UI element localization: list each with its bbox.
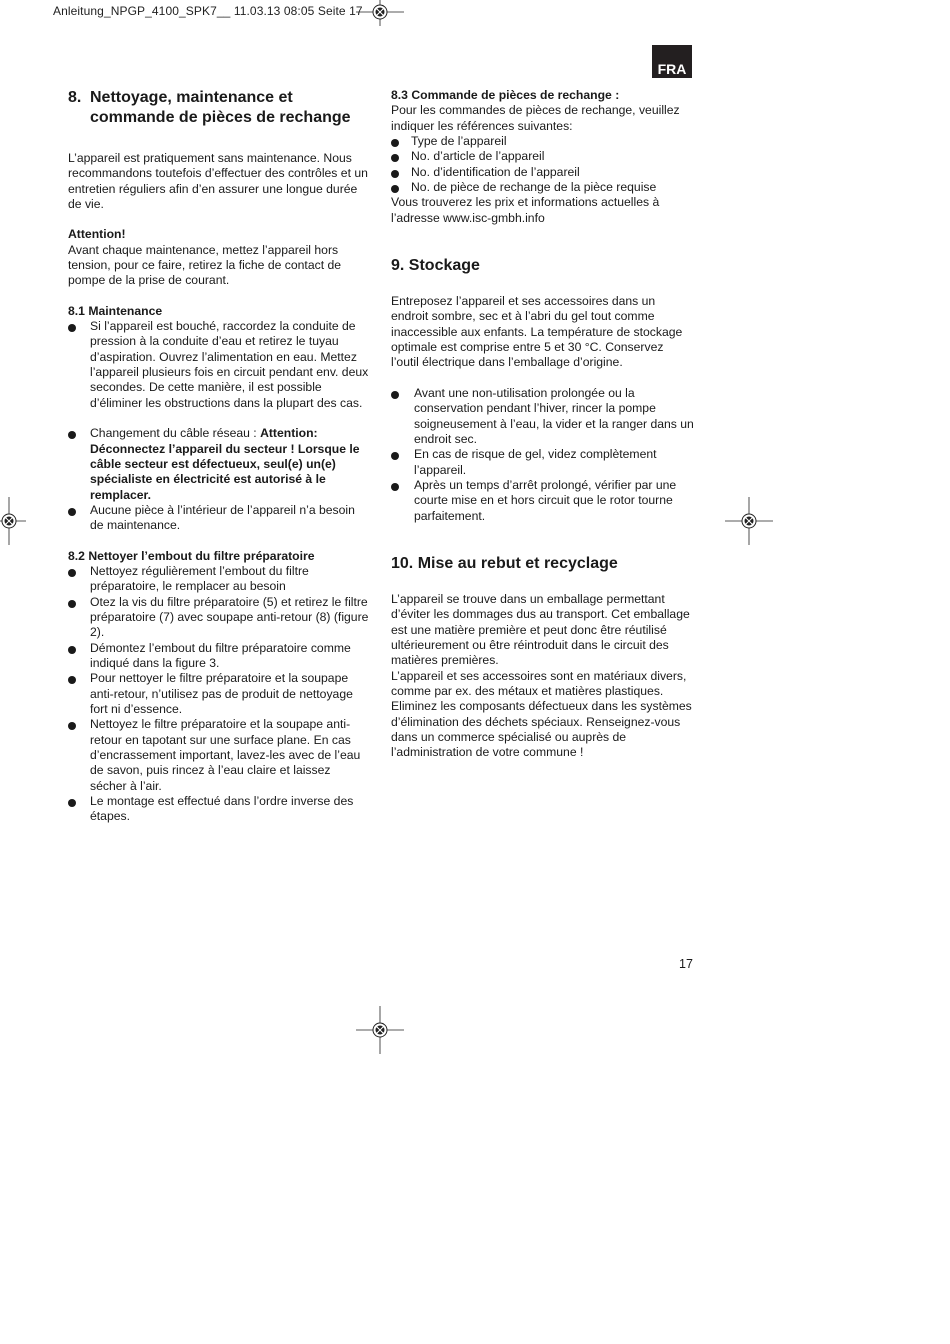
section-8-3-outro: Vous trouverez les prix et informations actuelles à l’adresse www.isc-gmbh.info	[391, 195, 660, 225]
bullet-icon	[68, 324, 76, 332]
list-item	[391, 134, 694, 149]
list-item	[68, 319, 370, 411]
list-item	[391, 478, 694, 524]
storage-list	[391, 386, 694, 524]
bullet-icon	[68, 600, 76, 608]
section-10-heading: 10. Mise au rebut et recyclage	[391, 554, 618, 572]
attention-text: Avant chaque maintenance, mettez l’appareil hors tension, pour ce faire, retirez la fiche de contact de pompe de la prise de courant.	[68, 242, 342, 288]
list-item-text: Démontez l’embout du filtre préparatoire comme indiqué dans la figure 3.	[90, 640, 351, 670]
bullet-icon	[391, 391, 399, 399]
list-item-text: Le montage est effectué dans l’ordre inverse des étapes.	[90, 794, 354, 824]
section-8-1-heading: 8.1 Maintenance	[68, 303, 163, 318]
list-item-text: Pour nettoyer le filtre préparatoire et la soupape anti-retour, n’utilisez pas de produit de nettoyage fort ni d’essence.	[90, 671, 353, 716]
right-column	[391, 88, 694, 761]
bullet-icon	[391, 452, 399, 460]
list-item	[68, 717, 370, 794]
registration-mark-top-icon	[356, 0, 404, 26]
bullet-icon	[68, 722, 76, 730]
bullet-icon	[391, 154, 399, 162]
spare-parts-list	[391, 134, 694, 195]
bullet-icon	[391, 483, 399, 491]
page-number: 17	[679, 957, 693, 971]
registration-mark-left-icon	[0, 497, 26, 545]
list-item	[391, 149, 694, 164]
section-8-2-heading: 8.2 Nettoyer l’embout du filtre préparatoire	[68, 548, 315, 563]
section-10-paragraph-2: L’appareil et ses accessoires sont en matériaux divers, comme par ex. des métaux et matières plastiques. Eliminez les composants défectueux dans les systèmes d’élimination des déchets spéciaux. Renseignez-vous dans un commerce spécialisé ou auprès de l’administration de votre commune !	[391, 668, 692, 760]
bullet-icon	[68, 569, 76, 577]
list-item-text: Otez la vis du filtre préparatoire (5) et retirez le filtre préparatoire (7) avec soupape anti-retour (8) (figure 2).	[90, 594, 369, 640]
registration-mark-right-icon	[725, 497, 773, 545]
list-item-text: Aucune pièce à l’intérieur de l’appareil n’a besoin de maintenance.	[90, 502, 355, 533]
list-item-text: No. de pièce de rechange de la pièce requise	[411, 180, 657, 195]
bullet-icon	[68, 431, 76, 439]
list-item	[68, 503, 370, 534]
section-8-3-heading: 8.3 Commande de pièces de rechange :	[391, 88, 620, 102]
list-item-text: Nettoyez régulièrement l’embout du filtre préparatoire, le remplacer au besoin	[90, 563, 309, 594]
list-item-text: Si l’appareil est bouché, raccordez la conduite de pression à la conduite d’eau et retirez le tuyau d’aspiration. Ouvrez l’alimentation en eau. Mettez l’appareil plusieurs fois en circuit pendant env. deux secondes. De cette manière, il est possible d’éliminer les obstructions dans la plupart des cas.	[90, 319, 369, 410]
section-9-text: Entreposez l’appareil et ses accessoires dans un endroit sombre, sec et à l’abri du gel tout comme inaccessible aux enfants. La température de stockage optimale est comprise entre 5 et 30 °C. Conservez l’outil électrique dans l’emballage d’origine.	[391, 294, 683, 370]
section-8-heading	[68, 88, 370, 128]
bullet-icon	[68, 676, 76, 684]
bullet-icon	[68, 799, 76, 807]
bullet-icon	[391, 185, 399, 193]
list-item	[68, 794, 370, 825]
filter-cleaning-list	[68, 564, 370, 825]
bullet-icon	[391, 170, 399, 178]
list-item-text: Changement du câble réseau :	[90, 426, 261, 441]
section-10-paragraph-1: L’appareil se trouve dans un emballage permettant d’éviter les dommages dus au transport. Cet emballage est une matière première et peut donc être réutilisé ultérieurement ou être réintroduit dans le circuit des matières premières.	[391, 591, 690, 668]
list-item-text: Après un temps d’arrêt prolongé, vérifier par une courte mise en et hors circuit que le rotor tourne parfaitement.	[414, 477, 677, 523]
section-8-title: Nettoyage, maintenance et commande de pièces de rechange	[90, 89, 351, 126]
list-item	[68, 671, 370, 717]
list-item-warning: Attention: Déconnectez l’appareil du secteur ! Lorsque le câble secteur est défectueux, seul(e) un(e) spécialiste en électricité est autorisé à le remplacer.	[90, 426, 360, 502]
bullet-icon	[68, 508, 76, 516]
section-9-heading: 9. Stockage	[391, 257, 480, 275]
maintenance-list	[68, 319, 370, 533]
bullet-icon	[391, 139, 399, 147]
list-item-text: No. d’article de l’appareil	[411, 149, 545, 164]
list-item-text: No. d’identification de l’appareil	[411, 164, 580, 179]
list-item	[391, 165, 694, 180]
list-item	[68, 564, 370, 595]
list-item	[68, 641, 370, 672]
attention-heading: Attention!	[68, 227, 126, 242]
list-item-text: Type de l’appareil	[411, 134, 507, 149]
left-column	[68, 88, 370, 825]
list-item-text: En cas de risque de gel, videz complètement l’appareil.	[414, 447, 657, 477]
list-item-text: Avant une non-utilisation prolongée ou la conservation pendant l’hiver, rincer la pompe soigneusement à l’eau, la vider et la ranger dans un endroit sec.	[414, 385, 694, 446]
list-item	[68, 426, 370, 503]
section-8-intro: L’appareil est pratiquement sans maintenance. Nous recommandons toutefois d’effectuer des contrôles et un entretien réguliers afin d’en assurer une longue durée de vie.	[68, 151, 368, 212]
list-item	[391, 447, 694, 478]
section-8-3-intro: Pour les commandes de pièces de rechange, veuillez indiquer les références suivantes:	[391, 103, 680, 133]
language-badge: FRA	[652, 45, 692, 78]
list-item	[391, 180, 694, 195]
list-item	[68, 595, 370, 641]
list-item-text: Nettoyez le filtre préparatoire et la soupape anti-retour en tapotant sur une surface plane. En cas d’encrassement important, lavez-les avec de l’eau de savon, puis rincez à l’eau claire et laissez sécher à l’air.	[90, 717, 361, 793]
registration-mark-bottom-icon	[356, 1006, 404, 1054]
section-8-number: 8.	[68, 89, 82, 106]
print-slug: Anleitung_NPGP_4100_SPK7__ 11.03.13 08:05 Seite 17	[53, 4, 363, 18]
bullet-icon	[68, 646, 76, 654]
list-item	[391, 386, 694, 447]
